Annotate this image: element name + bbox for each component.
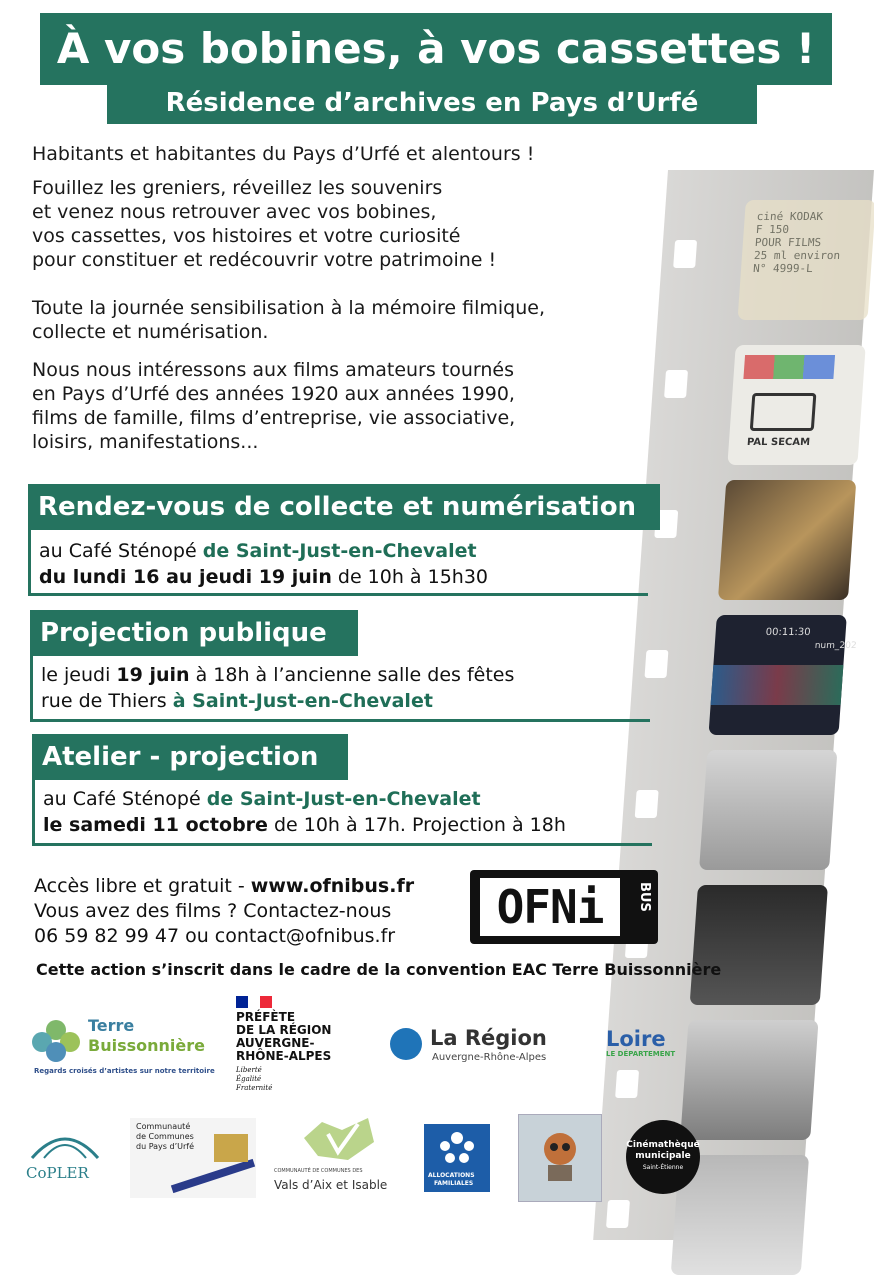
cinematheque-logo: Cinémathèque municipale Saint-Étienne: [626, 1120, 700, 1194]
ofnibus-logo: [470, 870, 658, 944]
file-label: num_202: [814, 641, 857, 651]
film-frame-kodak-can: [738, 200, 874, 320]
intro-greeting: Habitants et habitantes du Pays d’Urfé et alentours !: [32, 143, 535, 165]
caf-logo: ALLOCATIONS FAMILIALES: [424, 1124, 490, 1192]
section-body-atelier: au Café Sténopé de Saint-Just-en-Chevalet le samedi 11 octobre de 10h à 17h. Projection à 18h: [32, 780, 652, 846]
contact-block: Accès libre et gratuit - www.ofnibus.fr Vous avez des films ? Contactez-nous 06 59 82 99 47 ou contact@ofnibus.fr: [34, 875, 415, 947]
castle-icon: [214, 1134, 248, 1162]
eac-convention-note: Cette action s’inscrit dans le cadre de la convention EAC Terre Buissonnière: [36, 960, 722, 979]
ccpu-logo: Communauté de Communes du Pays d’Urfé: [130, 1118, 256, 1198]
page-subtitle: Résidence d’archives en Pays d’Urfé: [107, 82, 757, 124]
prefete-region-logo: PRÉFÈTE DE LA RÉGION AUVERGNE- RHÔNE-ALPES Liberté Égalité Fraternité: [236, 996, 356, 1106]
kodak-can-label: ciné KODAK F 150 POUR FILMS 25 ml environ N° 4999-L: [752, 210, 841, 275]
loire-departement-logo: Loire LE DÉPARTEMENT: [606, 1027, 676, 1058]
website-link[interactable]: www.ofnibus.fr: [250, 875, 415, 897]
intro-paragraph-day: Toute la journée sensibilisation à la mémoire filmique, collecte et numérisation.: [32, 297, 545, 343]
robot-character-icon: [530, 1125, 590, 1185]
film-perforation: [673, 240, 697, 268]
film-frame-camera: [680, 1020, 818, 1140]
terre-buissonniere-logo: Terre Buissonnière Regards croisés d’artistes sur notre territoire: [28, 1012, 188, 1082]
ofni-logo-text: OFNi: [480, 878, 620, 936]
film-perforation: [664, 370, 688, 398]
section-body-projection: le jeudi 19 juin à 18h à l’ancienne salle des fêtes rue de Thiers à Saint-Just-en-Chevalet: [30, 656, 650, 722]
copler-logo: CoPLER: [24, 1124, 106, 1188]
region-emblem-icon: [390, 1028, 422, 1060]
film-perforation: [615, 1070, 639, 1098]
bridge-icon: [30, 1124, 100, 1162]
film-frame-vcr: [699, 750, 837, 870]
family-icon: [437, 1130, 477, 1166]
french-flag-icon: [236, 996, 272, 1008]
intro-paragraph-films: Nous nous intéressons aux films amateurs tournés en Pays d’Urfé des années 1920 aux années 1990, films de famille, films d’entreprise, vie associative, loisirs, manifestations...: [32, 359, 516, 453]
timeline-track: [711, 665, 844, 705]
bus-logo-text: BUS: [637, 882, 652, 912]
territory-map-icon: [298, 1116, 378, 1164]
section-body-collecte: au Café Sténopé de Saint-Just-en-Chevalet du lundi 16 au jeudi 19 juin de 10h à 15h30: [28, 530, 648, 596]
stenope-illustration-logo: [518, 1114, 602, 1202]
intro-paragraph-invite: Fouillez les greniers, réveillez les souvenirs et venez nous retrouver avec vos bobines, vos cassettes, vos histoires et votre curiosité pour constituer et redécouvrir votre patrimoine !: [32, 177, 497, 271]
section-heading-atelier: Atelier - projection: [32, 734, 348, 780]
la-region-logo: La Région Auvergne-Rhône-Alpes: [390, 1026, 560, 1066]
pal-secam-label: PAL SECAM: [746, 437, 811, 448]
film-frame-editing-software: [708, 615, 857, 735]
timecode-label: 00:11:30: [765, 627, 811, 638]
film-perforation: [606, 1200, 630, 1228]
color-bars: [743, 355, 835, 379]
section-heading-projection: Projection publique: [30, 610, 358, 656]
swoosh-icon: [171, 1159, 255, 1193]
flower-icon: [28, 1016, 84, 1066]
vals-aix-isable-logo: COMMUNAUTÉ DE COMMUNES DES Vals d’Aix et Isable: [274, 1116, 404, 1200]
film-frame-vhs-label: [727, 345, 865, 465]
film-frame-cassette-boxes: [690, 885, 828, 1005]
cassette-icon: [750, 393, 817, 431]
film-frame-projector: [718, 480, 856, 600]
section-heading-collecte: Rendez-vous de collecte et numérisation: [28, 484, 660, 530]
page-title: À vos bobines, à vos cassettes !: [40, 13, 832, 85]
phone-email[interactable]: 06 59 82 99 47 ou contact@ofnibus.fr: [34, 925, 396, 947]
